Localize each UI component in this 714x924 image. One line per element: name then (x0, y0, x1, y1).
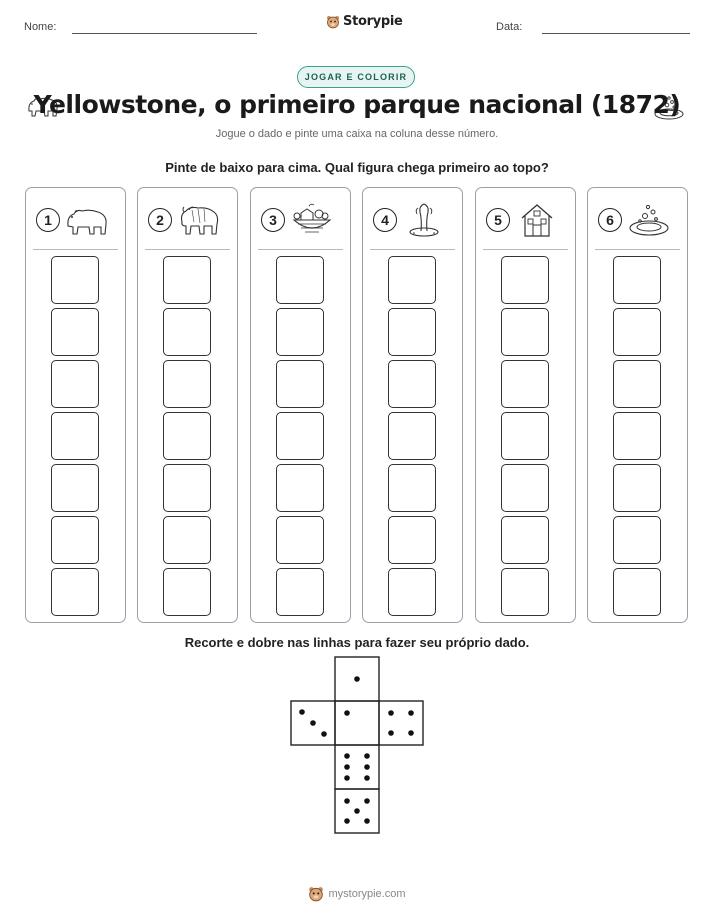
color-box[interactable] (276, 360, 324, 408)
number-circle: 4 (373, 208, 397, 232)
die-face-bottom (335, 789, 379, 833)
brand-name: Storypie (343, 14, 403, 29)
die-face-top (335, 657, 379, 701)
color-box[interactable] (51, 256, 99, 304)
number-circle: 1 (36, 208, 60, 232)
die-face-right (379, 701, 423, 745)
color-box[interactable] (276, 464, 324, 512)
color-box[interactable] (276, 516, 324, 564)
column-header (36, 202, 110, 238)
die-face-below (335, 745, 379, 789)
color-box[interactable] (501, 516, 549, 564)
house-icon (514, 202, 560, 238)
color-box[interactable] (501, 360, 549, 408)
number-circle: 6 (598, 208, 622, 232)
color-box[interactable] (388, 256, 436, 304)
color-box[interactable] (613, 464, 661, 512)
footer (0, 886, 714, 902)
color-box[interactable] (163, 360, 211, 408)
column-6 (587, 187, 688, 623)
column-4 (362, 187, 463, 623)
color-box[interactable] (388, 464, 436, 512)
column-1 (25, 187, 126, 623)
number-circle: 5 (486, 208, 510, 232)
bear-icon (64, 202, 110, 238)
die-face-left (291, 701, 335, 745)
storypie-mascot-icon (326, 15, 340, 29)
column-divider (258, 249, 343, 250)
name-line[interactable] (72, 33, 257, 34)
color-box[interactable] (51, 308, 99, 356)
name-label: Nome: (24, 21, 57, 33)
column-5 (475, 187, 576, 623)
color-box[interactable] (613, 412, 661, 460)
color-box[interactable] (163, 256, 211, 304)
geyser-icon (401, 202, 447, 238)
column-header (598, 202, 672, 238)
color-box[interactable] (388, 308, 436, 356)
color-box[interactable] (613, 308, 661, 356)
color-box[interactable] (388, 412, 436, 460)
color-box[interactable] (613, 360, 661, 408)
column-divider (595, 249, 680, 250)
color-box[interactable] (276, 412, 324, 460)
brand-logo (326, 14, 403, 29)
column-2 (137, 187, 238, 623)
color-box[interactable] (613, 568, 661, 616)
color-box[interactable] (51, 568, 99, 616)
number-circle: 3 (261, 208, 285, 232)
number-circle: 2 (148, 208, 172, 232)
farm-basket-icon (289, 202, 335, 238)
date-label: Data: (496, 21, 523, 33)
color-box[interactable] (388, 516, 436, 564)
column-divider (370, 249, 455, 250)
coloring-instruction: Pinte de baixo para cima. Qual figura chega primeiro ao topo? (165, 160, 549, 175)
color-box[interactable] (501, 464, 549, 512)
color-box[interactable] (613, 256, 661, 304)
worksheet-header (0, 12, 714, 42)
column-divider (33, 249, 118, 250)
color-box[interactable] (501, 412, 549, 460)
column-header (486, 202, 560, 238)
color-box[interactable] (501, 308, 549, 356)
color-box[interactable] (51, 516, 99, 564)
cut-instruction: Recorte e dobre nas linhas para fazer seu próprio dado. (184, 635, 530, 650)
page-subtitle: Jogue o dado e pinte uma caixa na coluna desse número. (215, 128, 499, 140)
color-box[interactable] (51, 464, 99, 512)
color-box[interactable] (163, 464, 211, 512)
color-box[interactable] (276, 256, 324, 304)
die-face-center (335, 701, 379, 745)
color-box[interactable] (388, 568, 436, 616)
color-box[interactable] (501, 256, 549, 304)
color-box[interactable] (613, 516, 661, 564)
color-box[interactable] (163, 568, 211, 616)
color-box[interactable] (163, 516, 211, 564)
column-header (148, 202, 222, 238)
color-box[interactable] (276, 308, 324, 356)
color-box[interactable] (501, 568, 549, 616)
column-3 (250, 187, 351, 623)
color-box[interactable] (276, 568, 324, 616)
color-box[interactable] (163, 412, 211, 460)
storypie-mascot-icon (308, 886, 324, 902)
hot-spring-icon (626, 202, 672, 238)
column-divider (145, 249, 230, 250)
color-box[interactable] (388, 360, 436, 408)
activity-badge: JOGAR E COLORIR (297, 66, 415, 88)
column-header (373, 202, 447, 238)
column-header (261, 202, 335, 238)
color-box[interactable] (163, 308, 211, 356)
column-divider (483, 249, 568, 250)
page-title: Yellowstone, o primeiro parque nacional (1872) (33, 90, 681, 119)
color-box[interactable] (51, 412, 99, 460)
color-box[interactable] (51, 360, 99, 408)
footer-url[interactable]: mystorypie.com (328, 888, 406, 900)
bison-icon (176, 202, 222, 238)
date-line[interactable] (542, 33, 690, 34)
